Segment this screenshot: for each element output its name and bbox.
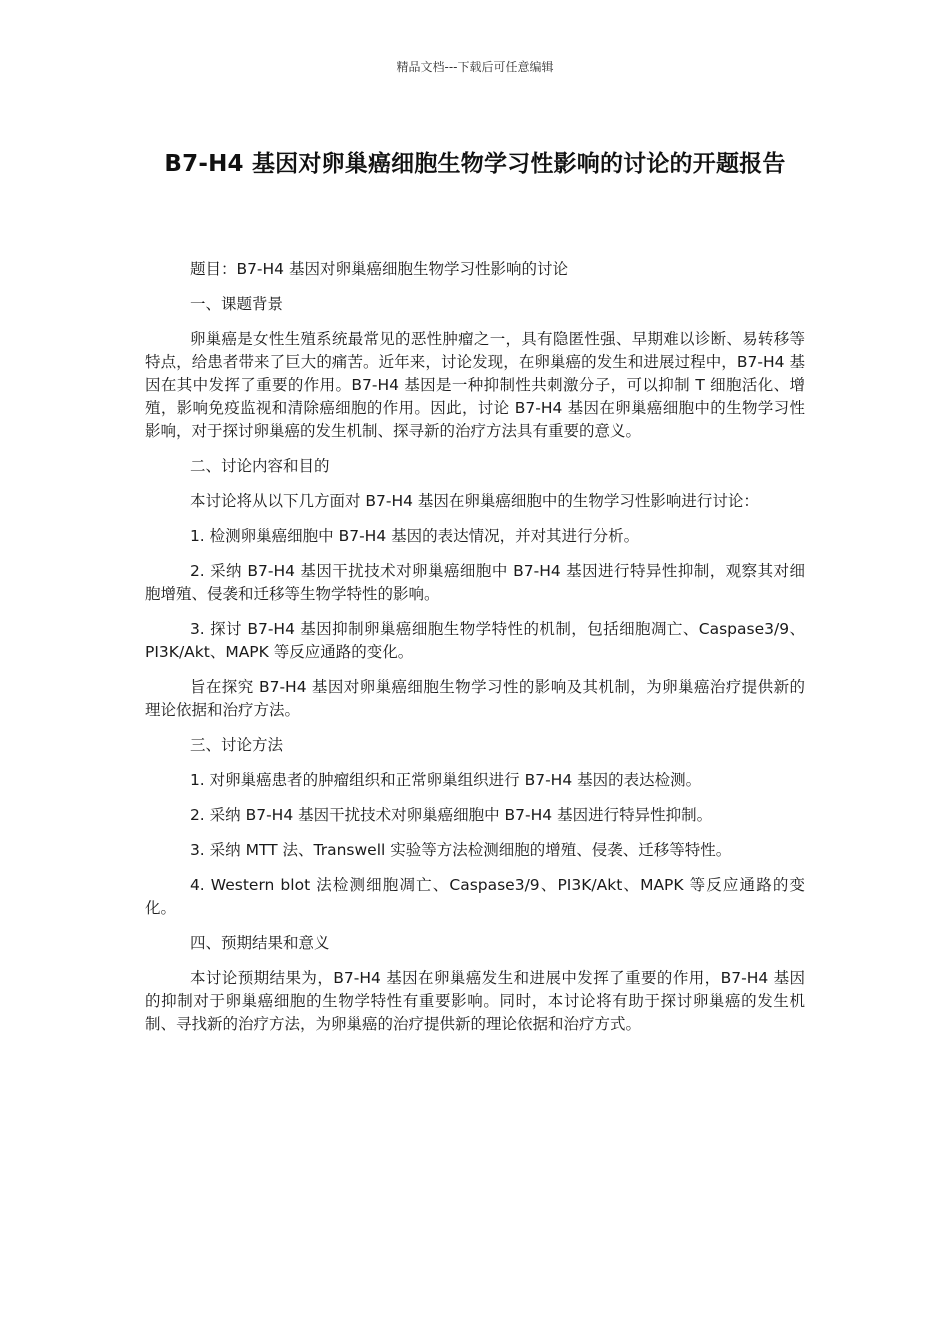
- section-heading-methods: 三、讨论方法: [189, 736, 283, 754]
- content-intro-paragraph: 本讨论将从以下几方面对 B7-H4 基因在卵巢癌细胞中的生物学习性影响进行讨论：: [189, 492, 759, 510]
- document-body: [145, 258, 805, 1048]
- method-item-3: 3. 采纳 MTT 法、Transwell 实验等方法检测细胞的增殖、侵袭、迁移等特性。: [189, 841, 732, 859]
- section-heading-background: 一、课题背景: [189, 295, 283, 313]
- method-item-4: 4. Western blot 法检测细胞凋亡、Caspase3/9、PI3K/Akt、MAPK 等反应通路的变化。: [145, 876, 805, 917]
- section-heading-results: 四、预期结果和意义: [189, 934, 330, 952]
- background-paragraph: 卵巢癌是女性生殖系统最常见的恶性肿瘤之一，具有隐匿性强、早期难以诊断、易转移等特点，给患者带来了巨大的痛苦。近年来，讨论发现，在卵巢癌的发生和进展过程中，B7-H4 基因在其中发挥了重要的作用。B7-H4 基因是一种抑制性共刺激分子，可以抑制 T 细胞活化、增殖，影响免疫监视和清除癌细胞的作用。因此，讨论 B7-H4 基因在卵巢癌细胞中的生物学习性影响，对于探讨卵巢癌的发生机制、探寻新的治疗方法具有重要的意义。: [145, 330, 805, 440]
- results-paragraph: 本讨论预期结果为，B7-H4 基因在卵巢癌发生和进展中发挥了重要的作用，B7-H4 基因的抑制对于卵巢癌细胞的生物学特性有重要影响。同时，本讨论将有助于探讨卵巢癌的发生机制、寻找新的治疗方法，为卵巢癌的治疗提供新的理论依据和治疗方式。: [145, 969, 805, 1033]
- document-title: B7-H4 基因对卵巢癌细胞生物学习性影响的讨论的开题报告: [164, 151, 786, 177]
- method-item-2: 2. 采纳 B7-H4 基因干扰技术对卵巢癌细胞中 B7-H4 基因进行特异性抑制。: [189, 806, 713, 824]
- header-note: 精品文档---下载后可任意编辑: [396, 60, 554, 74]
- purpose-paragraph: 旨在探究 B7-H4 基因对卵巢癌细胞生物学习性的影响及其机制，为卵巢癌治疗提供新的理论依据和治疗方法。: [145, 678, 805, 719]
- subject-line: 题目：B7-H4 基因对卵巢癌细胞生物学习性影响的讨论: [189, 260, 568, 278]
- method-item-1: 1. 对卵巢癌患者的肿瘤组织和正常卵巢组织进行 B7-H4 基因的表达检测。: [189, 771, 702, 789]
- content-item-1: 1. 检测卵巢癌细胞中 B7-H4 基因的表达情况，并对其进行分析。: [189, 527, 640, 545]
- content-item-2: 2. 采纳 B7-H4 基因干扰技术对卵巢癌细胞中 B7-H4 基因进行特异性抑制，观察其对细胞增殖、侵袭和迁移等生物学特性的影响。: [145, 562, 805, 603]
- section-heading-content: 二、讨论内容和目的: [189, 457, 330, 475]
- content-item-3: 3. 探讨 B7-H4 基因抑制卵巢癌细胞生物学特性的机制，包括细胞凋亡、Caspase3/9、PI3K/Akt、MAPK 等反应通路的变化。: [145, 620, 805, 661]
